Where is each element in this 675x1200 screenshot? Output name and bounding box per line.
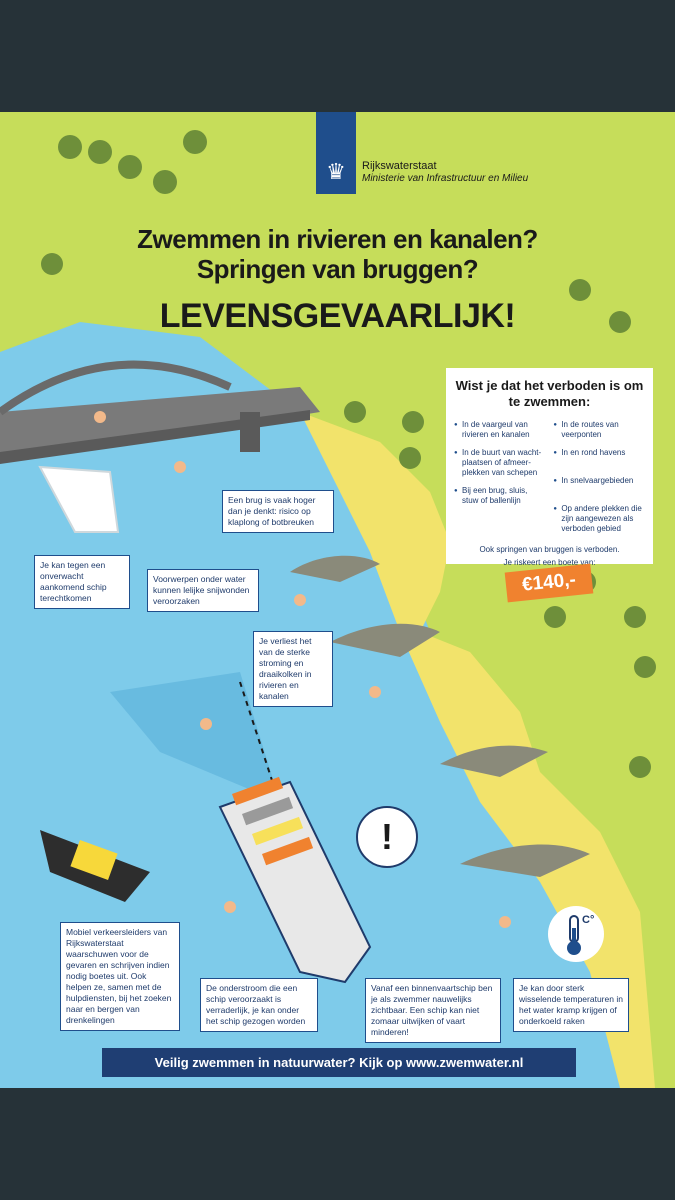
callout-current: Je verliest het van de sterke stroming en draaikolken in rivieren en kanalen: [253, 631, 333, 707]
thermometer-icon: [548, 906, 604, 962]
callout-undertow: De onderstroom die een schip veroorzaakt is verraderlijk, je kan onder het schip gezogen worden: [200, 978, 318, 1032]
org-subtitle: Ministerie van Infrastructuur en Milieu: [362, 173, 529, 184]
callout-bridge: Een brug is vaak hoger dan je denkt: risico op klaplong of botbreuken: [222, 490, 334, 533]
infobox-note-1: Ook springen van bruggen is verboden.: [479, 545, 620, 554]
callout-patrol: Mobiel verkeersleiders van Rijkswaterstaat waarschuwen voor de gevaren en schrijven indien nodig boetes uit. Ook helpen ze, samen met de hulpdiensten, bij het zoeken naar en bergen van drenkelingen: [60, 922, 180, 1031]
callout-temperature: Je kan door sterk wisselende temperaturen in het water kramp krijgen of onderkoeld raken: [513, 978, 629, 1032]
callout-visibility: Vanaf een binnenvaartschip ben je als zwemmer nauwelijks zichtbaar. Een schip kan niet zomaar uitwijken of vaart minderen!: [365, 978, 501, 1043]
footer-text: Veilig zwemmen in natuurwater? Kijk op www.zwemwater.nl: [154, 1055, 524, 1070]
warning-title: LEVENSGEVAARLIJK!: [159, 297, 516, 335]
infobox-title: Wist je dat het verboden is om te zwemmen:: [455, 378, 644, 409]
headline-line-1: Zwemmen in rivieren en kanalen?: [137, 224, 538, 254]
callout-ship: Je kan tegen een onverwacht aankomend schip terechtkomen: [34, 555, 130, 609]
footer-banner[interactable]: [102, 1048, 576, 1077]
infobox-note-2: Je riskeert een boete van:: [503, 558, 596, 567]
list-item: ● In snelvaargebieden: [553, 476, 645, 496]
fine-badge: €140,-: [505, 564, 594, 603]
list-item: ● In de vaargeul van rivieren en kanalen: [454, 420, 546, 440]
thermometer-unit: C°: [582, 914, 595, 926]
prohibition-infobox: [446, 368, 653, 567]
list-item: ● In de buurt van wacht-plaatsen of afmeer-plekken van schepen: [454, 448, 546, 478]
headline-line-2: Springen van bruggen?: [196, 254, 479, 284]
infobox-left-list: [454, 420, 546, 542]
list-item: ● In en rond havens: [553, 448, 645, 468]
royal-crest-icon: ♛: [326, 159, 346, 184]
poster: [0, 112, 675, 1088]
thermometer-graphic: [548, 906, 604, 962]
list-item: ● In de routes van veerponten: [553, 420, 645, 440]
warning-exclamation-icon: !: [356, 806, 418, 868]
callout-objects: Voorwerpen onder water kunnen lelijke snijwonden veroorzaken: [147, 569, 259, 612]
list-item: ● Op andere plekken die zijn aangewezen als verboden gebied: [553, 504, 645, 534]
infobox-right-list: [553, 420, 645, 542]
list-item: ● Bij een brug, sluis, stuw of ballenlijn: [454, 486, 546, 506]
org-name: Rijkswaterstaat: [362, 160, 437, 172]
